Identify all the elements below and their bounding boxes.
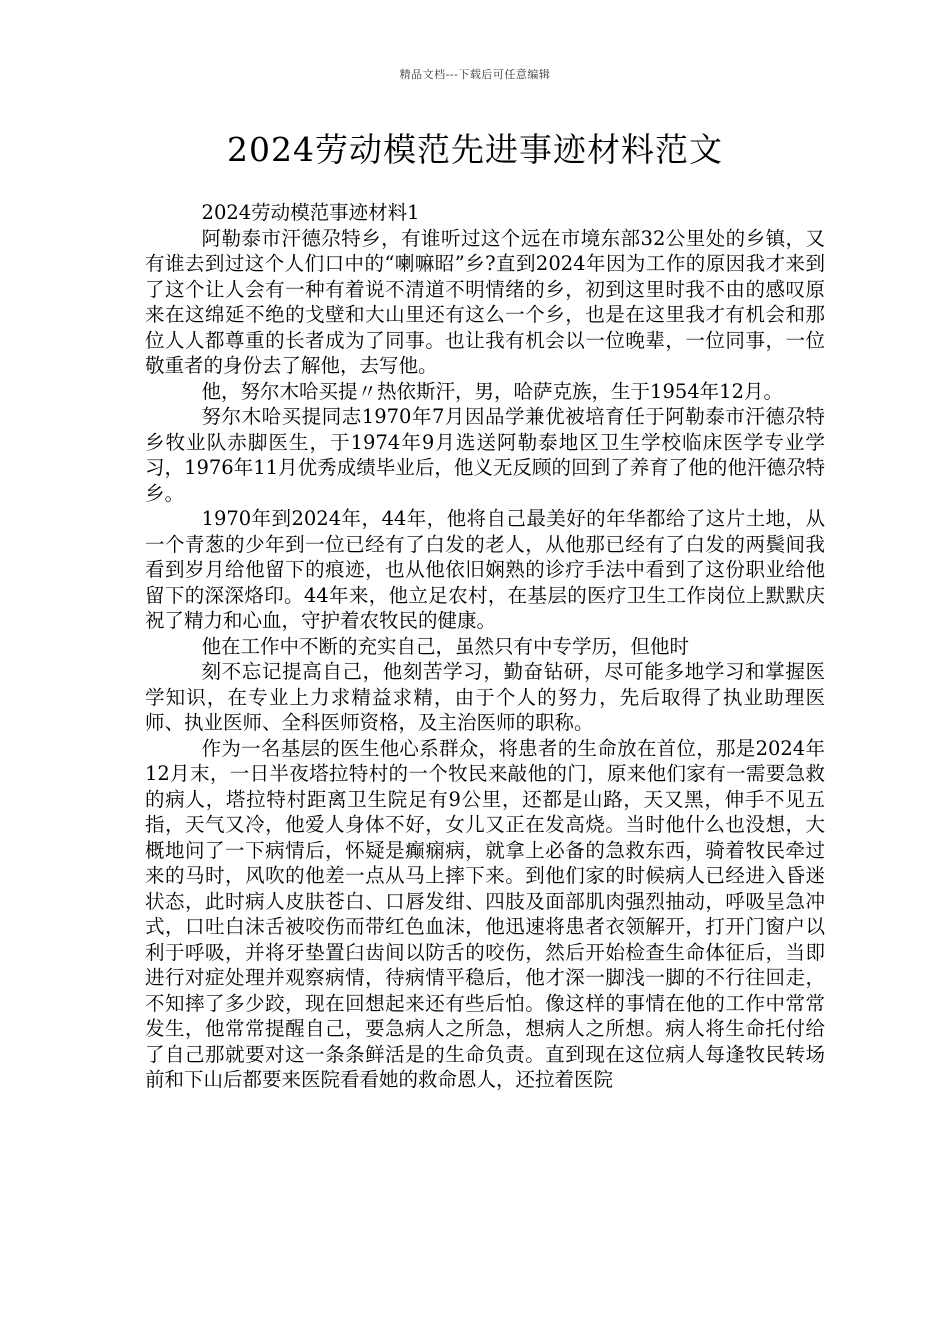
paragraph: 阿勒泰市汗德尕特乡，有谁听过这个远在市境东部32公里处的乡镇，又有谁去到过这个人们口中的“喇嘛昭”乡?直到2024年因为工作的原因我才来到了这个让人会有一种有着说不清道不明情绪的乡，初到这里时我不由的感叹原来在这绵延不绝的戈壁和大山里还有这么一个乡，也是在这里我才有机会和那位人人都尊重的长者成为了同事。也让我有机会以一位晚辈，一位同事，一位敬重者的身份去了解他，去写他。 (145, 226, 825, 377)
paragraph: 他，努尔木哈买提〃热依斯汗，男，哈萨克族，生于1954年12月。 (201, 379, 783, 403)
section-subtitle: 2024劳动模范事迹材料1 (201, 201, 420, 224)
paragraph: 努尔木哈买提同志1970年7月因品学兼优被培育任于阿勒泰市汗德尕特乡牧业队赤脚医生，于1974年9月选送阿勒泰地区卫生学校临床医学专业学习，1976年11月优秀成绩毕业后，他义无反顾的回到了养育了他的他汗德尕特乡。 (145, 405, 825, 505)
paragraph: 作为一名基层的医生他心系群众，将患者的生命放在首位，那是2024年12月末，一日半夜塔拉特村的一个牧民来敲他的门，原来他们家有一需要急救的病人，塔拉特村距离卫生院足有9公里，还都是山路，天又黑，伸手不见五指，天气又冷，他爱人身体不好，女儿又正在发高烧。当时他什么也没想，大概地问了一下病情后，怀疑是癫痫病，就拿上必备的急救东西，骑着牧民牵过来的马时，风吹的他差一点从马上摔下来。到他们家的时候病人已经进入昏迷状态，此时病人皮肤苍白、口唇发绀、四肢及面部肌肉强烈抽动，呼吸呈急冲式，口吐白沫舌被咬伤而带红色血沫，他迅速将患者衣领解开，打开门窗户以利于呼吸，并将牙垫置臼齿间以防舌的咬伤，然后开始检查生命体征后，当即进行对症处理并观察病情，待病情平稳后，他才深一脚浅一脚的不行往回走，不知摔了多少跤，现在回想起来还有些后怕。像这样的事情在他的工作中常常发生，他常常提醒自己，要急病人之所急，想病人之所想。病人将生命托付给了自己那就要对这一条条鲜活是的生命负责。直到现在这位病人每逢牧民转场前和下山后都要来医院看看她的救命恩人，还拉着医院 (145, 736, 825, 1091)
header-note: 精品文档---下载后可任意编辑 (399, 68, 551, 81)
paragraph: 刻不忘记提高自己，他刻苦学习，勤奋钻研，尽可能多地学习和掌握医学知识，在专业上力求精益求精，由于个人的努力，先后取得了执业助理医师、执业医师、全科医师资格，及主治医师的职称。 (145, 660, 825, 734)
document-title: 2024劳动模范先进事迹材料范文 (227, 130, 723, 169)
document-body (145, 200, 825, 1093)
paragraph: 1970年到2024年，44年，他将自己最美好的年华都给了这片土地，从一个青葱的少年到一位已经有了白发的老人，从他那已经有了白发的两鬓间我看到岁月给他留下的痕迹，也从他依旧娴熟的诊疗手法中看到了这份职业给他留下的深深烙印。44年来，他立足农村，在基层的医疗卫生工作岗位上默默庆祝了精力和心血，守护着农牧民的健康。 (145, 507, 825, 632)
paragraph: 他在工作中不断的充实自己，虽然只有中专学历，但他时 (201, 634, 690, 658)
